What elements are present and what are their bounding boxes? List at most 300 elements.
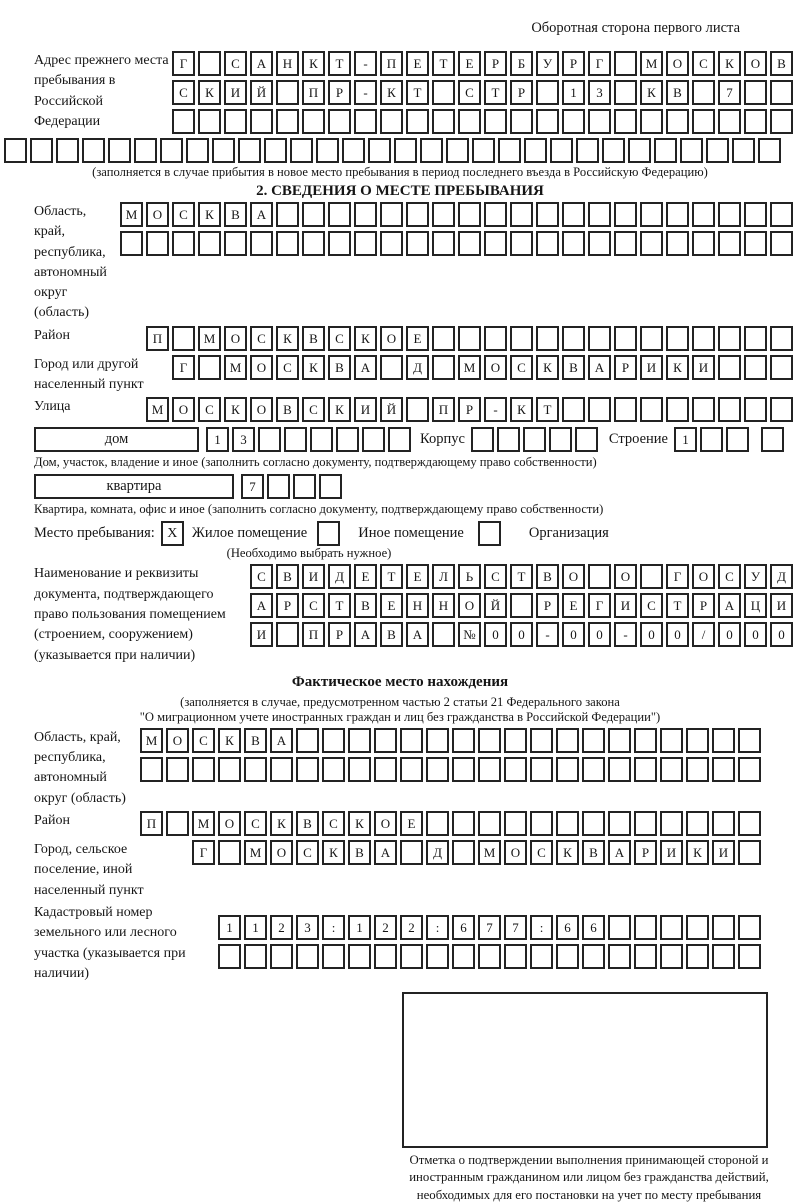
- char-cell[interactable]: [634, 944, 657, 969]
- char-cell[interactable]: П: [432, 397, 455, 422]
- char-cell[interactable]: Е: [406, 564, 429, 589]
- char-cell[interactable]: [374, 757, 397, 782]
- char-cell[interactable]: [712, 915, 735, 940]
- char-cell[interactable]: У: [536, 51, 559, 76]
- char-cell[interactable]: [498, 138, 521, 163]
- char-cell[interactable]: [536, 231, 559, 256]
- char-cell[interactable]: [686, 728, 709, 753]
- char-cell[interactable]: [660, 944, 683, 969]
- char-cell[interactable]: [575, 427, 598, 452]
- char-cell[interactable]: [686, 811, 709, 836]
- char-cell[interactable]: М: [478, 840, 501, 865]
- char-cell[interactable]: [452, 811, 475, 836]
- char-cell[interactable]: [328, 202, 351, 227]
- char-cell[interactable]: К: [198, 80, 221, 105]
- char-cell[interactable]: Т: [328, 51, 351, 76]
- char-cell[interactable]: [614, 202, 637, 227]
- char-cell[interactable]: [608, 757, 631, 782]
- char-cell[interactable]: Г: [588, 51, 611, 76]
- char-cell[interactable]: [458, 109, 481, 134]
- char-cell[interactable]: К: [302, 51, 325, 76]
- char-cell[interactable]: 0: [744, 622, 767, 647]
- char-cell[interactable]: [497, 427, 520, 452]
- char-cell[interactable]: С: [328, 326, 351, 351]
- char-cell[interactable]: С: [640, 593, 663, 618]
- char-cell[interactable]: [614, 231, 637, 256]
- char-cell[interactable]: 7: [718, 80, 741, 105]
- char-cell[interactable]: С: [172, 80, 195, 105]
- char-cell[interactable]: 1: [674, 427, 697, 452]
- char-cell[interactable]: В: [354, 593, 377, 618]
- char-cell[interactable]: 0: [588, 622, 611, 647]
- char-cell[interactable]: [354, 202, 377, 227]
- char-cell[interactable]: К: [198, 202, 221, 227]
- char-cell[interactable]: Р: [328, 80, 351, 105]
- char-cell[interactable]: [426, 811, 449, 836]
- char-cell[interactable]: [276, 622, 299, 647]
- char-cell[interactable]: В: [770, 51, 793, 76]
- char-cell[interactable]: [484, 326, 507, 351]
- char-cell[interactable]: В: [536, 564, 559, 589]
- char-cell[interactable]: К: [328, 397, 351, 422]
- char-cell[interactable]: Г: [192, 840, 215, 865]
- char-cell[interactable]: С: [302, 397, 325, 422]
- char-cell[interactable]: [192, 757, 215, 782]
- char-cell[interactable]: [562, 109, 585, 134]
- char-cell[interactable]: О: [374, 811, 397, 836]
- char-cell[interactable]: С: [244, 811, 267, 836]
- char-cell[interactable]: К: [270, 811, 293, 836]
- char-cell[interactable]: [706, 138, 729, 163]
- char-cell[interactable]: 6: [452, 915, 475, 940]
- char-cell[interactable]: [380, 202, 403, 227]
- char-cell[interactable]: [368, 138, 391, 163]
- char-cell[interactable]: В: [276, 564, 299, 589]
- char-cell[interactable]: [394, 138, 417, 163]
- char-cell[interactable]: Г: [588, 593, 611, 618]
- char-cell[interactable]: У: [744, 564, 767, 589]
- char-cell[interactable]: [452, 840, 475, 865]
- char-cell[interactable]: [172, 326, 195, 351]
- char-cell[interactable]: М: [146, 397, 169, 422]
- char-cell[interactable]: К: [224, 397, 247, 422]
- char-cell[interactable]: [160, 138, 183, 163]
- char-cell[interactable]: [634, 915, 657, 940]
- char-cell[interactable]: -: [614, 622, 637, 647]
- char-cell[interactable]: В: [296, 811, 319, 836]
- char-cell[interactable]: С: [224, 51, 247, 76]
- char-cell[interactable]: [302, 202, 325, 227]
- char-cell[interactable]: Е: [380, 593, 403, 618]
- char-cell[interactable]: С: [192, 728, 215, 753]
- char-cell[interactable]: [426, 757, 449, 782]
- char-cell[interactable]: С: [296, 840, 319, 865]
- char-cell[interactable]: А: [354, 355, 377, 380]
- char-cell[interactable]: [582, 811, 605, 836]
- char-cell[interactable]: [328, 109, 351, 134]
- char-cell[interactable]: [244, 757, 267, 782]
- char-cell[interactable]: [536, 326, 559, 351]
- char-cell[interactable]: О: [250, 355, 273, 380]
- char-cell[interactable]: П: [146, 326, 169, 351]
- char-cell[interactable]: О: [484, 355, 507, 380]
- char-cell[interactable]: [296, 757, 319, 782]
- char-cell[interactable]: [718, 355, 741, 380]
- char-cell[interactable]: О: [614, 564, 637, 589]
- char-cell[interactable]: [302, 109, 325, 134]
- char-cell[interactable]: [224, 109, 247, 134]
- char-cell[interactable]: [666, 397, 689, 422]
- char-cell[interactable]: [614, 397, 637, 422]
- char-cell[interactable]: [452, 728, 475, 753]
- char-cell[interactable]: [718, 397, 741, 422]
- char-cell[interactable]: [452, 944, 475, 969]
- char-cell[interactable]: [310, 427, 333, 452]
- char-cell[interactable]: [276, 231, 299, 256]
- char-cell[interactable]: А: [406, 622, 429, 647]
- char-cell[interactable]: А: [718, 593, 741, 618]
- char-cell[interactable]: [640, 109, 663, 134]
- char-cell[interactable]: Д: [328, 564, 351, 589]
- char-cell[interactable]: [134, 138, 157, 163]
- char-cell[interactable]: К: [556, 840, 579, 865]
- char-cell[interactable]: [588, 231, 611, 256]
- char-cell[interactable]: [510, 326, 533, 351]
- char-cell[interactable]: Б: [510, 51, 533, 76]
- char-cell[interactable]: С: [276, 355, 299, 380]
- char-cell[interactable]: [336, 427, 359, 452]
- char-cell[interactable]: [322, 728, 345, 753]
- char-cell[interactable]: [692, 109, 715, 134]
- char-cell[interactable]: В: [348, 840, 371, 865]
- char-cell[interactable]: [640, 231, 663, 256]
- char-cell[interactable]: 2: [270, 915, 293, 940]
- char-cell[interactable]: [692, 231, 715, 256]
- char-cell[interactable]: В: [562, 355, 585, 380]
- char-cell[interactable]: 0: [640, 622, 663, 647]
- char-cell[interactable]: С: [172, 202, 195, 227]
- char-cell[interactable]: [576, 138, 599, 163]
- char-cell[interactable]: Л: [432, 564, 455, 589]
- char-cell[interactable]: 3: [588, 80, 611, 105]
- char-cell[interactable]: [758, 138, 781, 163]
- char-cell[interactable]: [666, 202, 689, 227]
- char-cell[interactable]: [342, 138, 365, 163]
- char-cell[interactable]: Н: [276, 51, 299, 76]
- char-cell[interactable]: [348, 944, 371, 969]
- char-cell[interactable]: [726, 427, 749, 452]
- char-cell[interactable]: А: [374, 840, 397, 865]
- char-cell[interactable]: [270, 944, 293, 969]
- char-cell[interactable]: [660, 811, 683, 836]
- char-cell[interactable]: [770, 326, 793, 351]
- char-cell[interactable]: [712, 944, 735, 969]
- char-cell[interactable]: С: [458, 80, 481, 105]
- char-cell[interactable]: О: [692, 564, 715, 589]
- char-cell[interactable]: [406, 202, 429, 227]
- char-cell[interactable]: [588, 397, 611, 422]
- char-cell[interactable]: [562, 326, 585, 351]
- char-cell[interactable]: [524, 138, 547, 163]
- char-cell[interactable]: [432, 202, 455, 227]
- char-cell[interactable]: В: [224, 202, 247, 227]
- char-cell[interactable]: [608, 915, 631, 940]
- char-cell[interactable]: [582, 757, 605, 782]
- char-cell[interactable]: Й: [380, 397, 403, 422]
- char-cell[interactable]: [562, 397, 585, 422]
- char-cell[interactable]: О: [458, 593, 481, 618]
- char-cell[interactable]: Т: [328, 593, 351, 618]
- char-cell[interactable]: Е: [406, 326, 429, 351]
- char-cell[interactable]: [738, 728, 761, 753]
- char-cell[interactable]: [628, 138, 651, 163]
- char-cell[interactable]: Р: [692, 593, 715, 618]
- stay-option-other-checkbox[interactable]: [317, 521, 340, 546]
- char-cell[interactable]: И: [770, 593, 793, 618]
- char-cell[interactable]: [712, 728, 735, 753]
- char-cell[interactable]: [296, 944, 319, 969]
- char-cell[interactable]: Р: [458, 397, 481, 422]
- char-cell[interactable]: [504, 811, 527, 836]
- char-cell[interactable]: [504, 944, 527, 969]
- char-cell[interactable]: О: [250, 397, 273, 422]
- char-cell[interactable]: [504, 728, 527, 753]
- char-cell[interactable]: [770, 202, 793, 227]
- char-cell[interactable]: [614, 80, 637, 105]
- char-cell[interactable]: [319, 474, 342, 499]
- char-cell[interactable]: С: [302, 593, 325, 618]
- char-cell[interactable]: [218, 840, 241, 865]
- char-cell[interactable]: [614, 109, 637, 134]
- char-cell[interactable]: С: [250, 326, 273, 351]
- char-cell[interactable]: [530, 728, 553, 753]
- char-cell[interactable]: 0: [510, 622, 533, 647]
- char-cell[interactable]: [660, 757, 683, 782]
- char-cell[interactable]: 1: [244, 915, 267, 940]
- char-cell[interactable]: [238, 138, 261, 163]
- char-cell[interactable]: Д: [770, 564, 793, 589]
- char-cell[interactable]: О: [562, 564, 585, 589]
- char-cell[interactable]: 0: [484, 622, 507, 647]
- char-cell[interactable]: Ц: [744, 593, 767, 618]
- char-cell[interactable]: 2: [374, 915, 397, 940]
- char-cell[interactable]: [432, 355, 455, 380]
- char-cell[interactable]: [452, 757, 475, 782]
- char-cell[interactable]: 1: [218, 915, 241, 940]
- stay-option-residential-checkbox[interactable]: X: [161, 521, 184, 546]
- char-cell[interactable]: Е: [458, 51, 481, 76]
- char-cell[interactable]: [744, 80, 767, 105]
- char-cell[interactable]: [478, 944, 501, 969]
- char-cell[interactable]: [166, 757, 189, 782]
- char-cell[interactable]: [588, 326, 611, 351]
- char-cell[interactable]: [406, 231, 429, 256]
- char-cell[interactable]: [186, 138, 209, 163]
- char-cell[interactable]: И: [660, 840, 683, 865]
- char-cell[interactable]: К: [348, 811, 371, 836]
- char-cell[interactable]: [588, 564, 611, 589]
- char-cell[interactable]: [198, 355, 221, 380]
- char-cell[interactable]: [588, 202, 611, 227]
- char-cell[interactable]: [536, 80, 559, 105]
- char-cell[interactable]: Р: [510, 80, 533, 105]
- char-cell[interactable]: [120, 231, 143, 256]
- char-cell[interactable]: [510, 231, 533, 256]
- char-cell[interactable]: К: [322, 840, 345, 865]
- char-cell[interactable]: [530, 811, 553, 836]
- char-cell[interactable]: [770, 355, 793, 380]
- char-cell[interactable]: [432, 326, 455, 351]
- char-cell[interactable]: И: [692, 355, 715, 380]
- char-cell[interactable]: :: [426, 915, 449, 940]
- char-cell[interactable]: А: [250, 593, 273, 618]
- char-cell[interactable]: [426, 944, 449, 969]
- char-cell[interactable]: Р: [276, 593, 299, 618]
- char-cell[interactable]: И: [224, 80, 247, 105]
- char-cell[interactable]: А: [270, 728, 293, 753]
- char-cell[interactable]: [666, 109, 689, 134]
- char-cell[interactable]: [328, 231, 351, 256]
- char-cell[interactable]: С: [322, 811, 345, 836]
- char-cell[interactable]: [550, 138, 573, 163]
- char-cell[interactable]: [4, 138, 27, 163]
- char-cell[interactable]: [82, 138, 105, 163]
- char-cell[interactable]: [166, 811, 189, 836]
- char-cell[interactable]: -: [354, 51, 377, 76]
- char-cell[interactable]: [700, 427, 723, 452]
- char-cell[interactable]: [738, 811, 761, 836]
- char-cell[interactable]: [686, 757, 709, 782]
- char-cell[interactable]: О: [380, 326, 403, 351]
- char-cell[interactable]: [660, 728, 683, 753]
- char-cell[interactable]: В: [244, 728, 267, 753]
- char-cell[interactable]: -: [536, 622, 559, 647]
- char-cell[interactable]: 0: [770, 622, 793, 647]
- char-cell[interactable]: [458, 326, 481, 351]
- char-cell[interactable]: [744, 202, 767, 227]
- char-cell[interactable]: В: [276, 397, 299, 422]
- char-cell[interactable]: [556, 728, 579, 753]
- char-cell[interactable]: [432, 80, 455, 105]
- char-cell[interactable]: [582, 944, 605, 969]
- char-cell[interactable]: [744, 326, 767, 351]
- char-cell[interactable]: [549, 427, 572, 452]
- char-cell[interactable]: [732, 138, 755, 163]
- char-cell[interactable]: К: [302, 355, 325, 380]
- char-cell[interactable]: [458, 231, 481, 256]
- char-cell[interactable]: О: [504, 840, 527, 865]
- char-cell[interactable]: -: [484, 397, 507, 422]
- char-cell[interactable]: [523, 427, 546, 452]
- char-cell[interactable]: Т: [510, 564, 533, 589]
- char-cell[interactable]: И: [302, 564, 325, 589]
- char-cell[interactable]: 6: [556, 915, 579, 940]
- char-cell[interactable]: А: [588, 355, 611, 380]
- char-cell[interactable]: [510, 593, 533, 618]
- char-cell[interactable]: [293, 474, 316, 499]
- char-cell[interactable]: Е: [354, 564, 377, 589]
- char-cell[interactable]: [588, 109, 611, 134]
- char-cell[interactable]: [244, 944, 267, 969]
- char-cell[interactable]: Р: [536, 593, 559, 618]
- char-cell[interactable]: [680, 138, 703, 163]
- char-cell[interactable]: [432, 622, 455, 647]
- char-cell[interactable]: [290, 138, 313, 163]
- char-cell[interactable]: [276, 80, 299, 105]
- char-cell[interactable]: К: [218, 728, 241, 753]
- char-cell[interactable]: [614, 326, 637, 351]
- char-cell[interactable]: Е: [406, 51, 429, 76]
- char-cell[interactable]: К: [640, 80, 663, 105]
- char-cell[interactable]: [264, 138, 287, 163]
- char-cell[interactable]: [56, 138, 79, 163]
- char-cell[interactable]: Т: [536, 397, 559, 422]
- char-cell[interactable]: П: [140, 811, 163, 836]
- char-cell[interactable]: В: [666, 80, 689, 105]
- char-cell[interactable]: И: [712, 840, 735, 865]
- char-cell[interactable]: [634, 757, 657, 782]
- char-cell[interactable]: [348, 757, 371, 782]
- char-cell[interactable]: [562, 231, 585, 256]
- char-cell[interactable]: С: [484, 564, 507, 589]
- char-cell[interactable]: [354, 109, 377, 134]
- char-cell[interactable]: В: [328, 355, 351, 380]
- char-cell[interactable]: [718, 202, 741, 227]
- char-cell[interactable]: [692, 326, 715, 351]
- char-cell[interactable]: [322, 757, 345, 782]
- char-cell[interactable]: [426, 728, 449, 753]
- char-cell[interactable]: [686, 915, 709, 940]
- char-cell[interactable]: М: [224, 355, 247, 380]
- char-cell[interactable]: 3: [232, 427, 255, 452]
- char-cell[interactable]: [172, 109, 195, 134]
- char-cell[interactable]: [400, 840, 423, 865]
- char-cell[interactable]: Р: [328, 622, 351, 647]
- char-cell[interactable]: [224, 231, 247, 256]
- char-cell[interactable]: [484, 231, 507, 256]
- char-cell[interactable]: [738, 757, 761, 782]
- char-cell[interactable]: [250, 231, 273, 256]
- char-cell[interactable]: А: [250, 51, 273, 76]
- char-cell[interactable]: [198, 51, 221, 76]
- char-cell[interactable]: [400, 728, 423, 753]
- char-cell[interactable]: [30, 138, 53, 163]
- char-cell[interactable]: К: [276, 326, 299, 351]
- char-cell[interactable]: Р: [484, 51, 507, 76]
- char-cell[interactable]: [686, 944, 709, 969]
- char-cell[interactable]: О: [172, 397, 195, 422]
- char-cell[interactable]: [374, 728, 397, 753]
- char-cell[interactable]: [458, 202, 481, 227]
- char-cell[interactable]: [536, 109, 559, 134]
- char-cell[interactable]: О: [218, 811, 241, 836]
- char-cell[interactable]: Т: [432, 51, 455, 76]
- char-cell[interactable]: [380, 355, 403, 380]
- char-cell[interactable]: [654, 138, 677, 163]
- char-cell[interactable]: [198, 109, 221, 134]
- char-cell[interactable]: К: [354, 326, 377, 351]
- char-cell[interactable]: [666, 326, 689, 351]
- char-cell[interactable]: [640, 564, 663, 589]
- char-cell[interactable]: [146, 231, 169, 256]
- char-cell[interactable]: [530, 944, 553, 969]
- char-cell[interactable]: Р: [634, 840, 657, 865]
- char-cell[interactable]: О: [666, 51, 689, 76]
- char-cell[interactable]: К: [536, 355, 559, 380]
- char-cell[interactable]: К: [666, 355, 689, 380]
- char-cell[interactable]: А: [608, 840, 631, 865]
- char-cell[interactable]: [258, 427, 281, 452]
